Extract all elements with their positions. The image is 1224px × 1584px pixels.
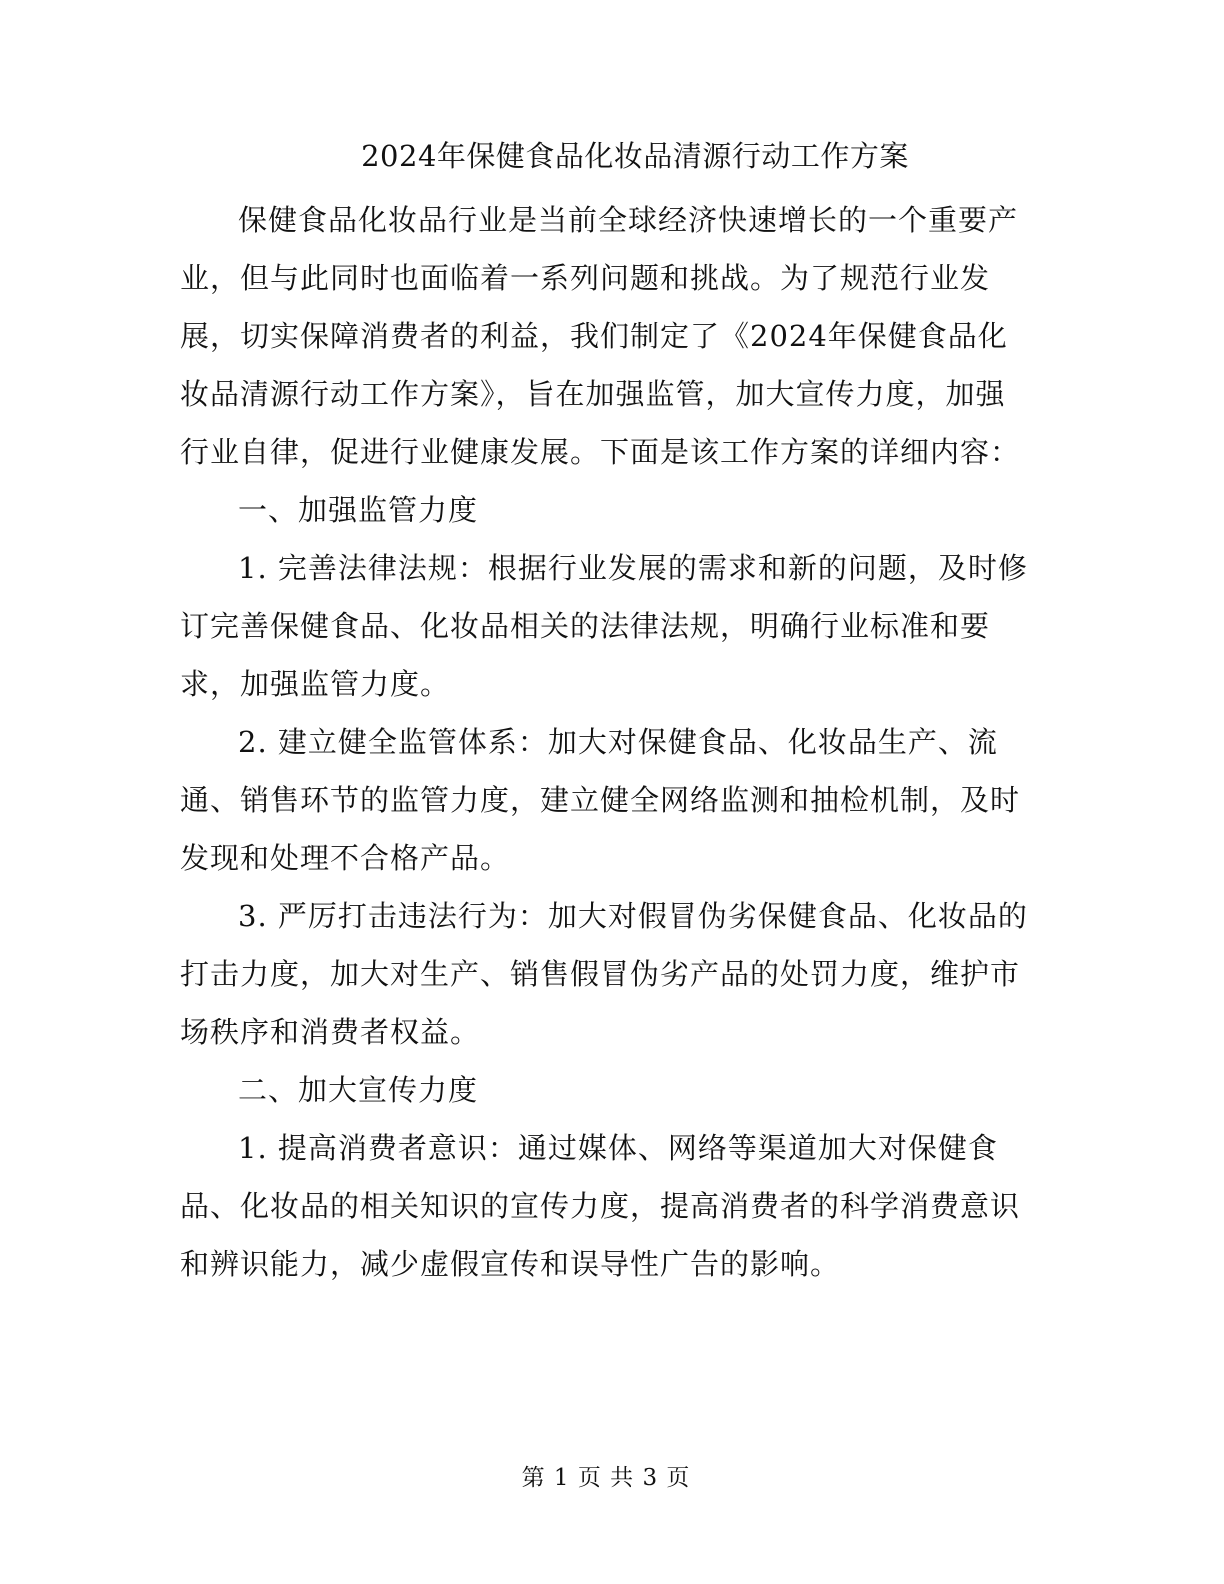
document-body [180,191,1030,1293]
section-1-item-3: 3. 严厉打击违法行为：加大对假冒伪劣保健食品、化妆品的打击力度，加大对生产、销售假冒伪劣产品的处罚力度，维护市场秩序和消费者权益。 [180,899,1028,1049]
section-heading-1: 一、加强监管力度 [238,493,479,527]
document-title: 2024年保健食品化妆品清源行动工作方案 [361,139,909,173]
intro-paragraph: 保健食品化妆品行业是当前全球经济快速增长的一个重要产业，但与此同时也面临着一系列问题和挑战。为了规范行业发展，切实保障消费者的利益，我们制定了《2024年保健食品化妆品清源行动工作方案》，旨在加强监管，加大宣传力度，加强行业自律，促进行业健康发展。下面是该工作方案的详细内容： [180,203,1021,469]
section-2-item-1: 1. 提高消费者意识：通过媒体、网络等渠道加大对保健食品、化妆品的相关知识的宣传力度，提高消费者的科学消费意识和辨识能力，减少虚假宣传和误导性广告的影响。 [180,1131,1021,1281]
section-1-item-1: 1. 完善法律法规：根据行业发展的需求和新的问题，及时修订完善保健食品、化妆品相关的法律法规，明确行业标准和要求，加强监管力度。 [180,551,1028,701]
section-heading-2: 二、加大宣传力度 [238,1073,479,1107]
page-footer: 第 1 页 共 3 页 [521,1465,691,1491]
section-1-item-2: 2. 建立健全监管体系：加大对保健食品、化妆品生产、流通、销售环节的监管力度，建立健全网络监测和抽检机制，及时发现和处理不合格产品。 [180,725,1021,875]
